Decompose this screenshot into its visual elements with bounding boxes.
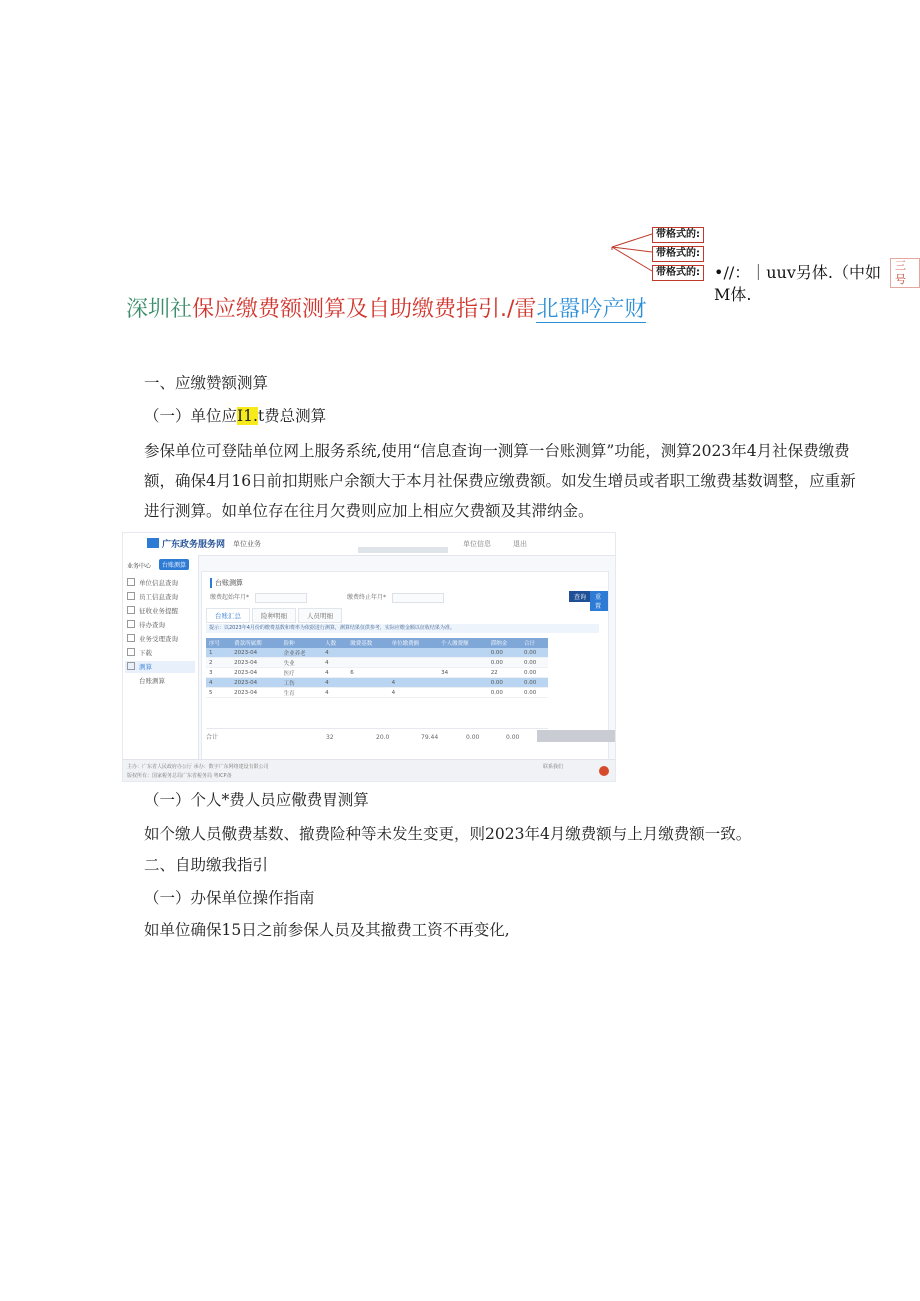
emblem-icon xyxy=(599,766,609,776)
cell: 0.00 xyxy=(488,658,521,668)
date-input[interactable] xyxy=(255,593,307,603)
body-paragraph: 如单位确保15日之前参保人员及其撤费工资不再变化, xyxy=(144,921,510,939)
cell: 4 xyxy=(322,658,347,668)
doc-icon xyxy=(127,620,135,628)
cell: 生育 xyxy=(281,688,322,698)
sidebar-item[interactable] xyxy=(125,647,195,659)
sidebar-item-label: 业务受理查询 xyxy=(139,635,178,643)
cell: 3 xyxy=(206,668,231,678)
table-row[interactable] xyxy=(206,658,548,668)
total-value: 20.0 xyxy=(376,734,390,741)
cell: 4 xyxy=(322,678,347,688)
cell: 0.00 xyxy=(521,688,548,698)
cell: 1 xyxy=(206,648,231,658)
table-row[interactable] xyxy=(206,688,548,698)
sidebar-item-label: 征收业务提醒 xyxy=(139,607,178,615)
cell: 2023-04 xyxy=(231,678,281,688)
cell xyxy=(438,658,488,668)
total-row xyxy=(206,728,548,741)
top-links xyxy=(463,539,549,549)
cell: 4 xyxy=(389,688,439,698)
title-part: 深圳社 xyxy=(126,297,193,322)
cell xyxy=(347,688,388,698)
revision-tag: 三号 xyxy=(890,258,920,288)
doc-icon xyxy=(127,578,135,586)
panel-tabs xyxy=(206,608,344,623)
top-link[interactable]: 退出 xyxy=(513,540,527,548)
cell xyxy=(347,658,388,668)
total-value: 32 xyxy=(326,734,334,741)
cell: 4 xyxy=(322,648,347,658)
table-row[interactable] xyxy=(206,648,548,658)
cell: 0.00 xyxy=(488,648,521,658)
cell: 4 xyxy=(322,688,347,698)
calc-table xyxy=(206,638,548,698)
filter-label: 缴费终止年月* xyxy=(347,594,387,601)
portal-tab[interactable]: 单位业务 xyxy=(233,540,261,548)
cell: 0.00 xyxy=(521,648,548,658)
column-header: 人数 xyxy=(322,638,347,648)
cell: 6 xyxy=(347,668,388,678)
cell: 34 xyxy=(438,668,488,678)
subsection-heading: （一）个人*费人员应儆费胃测算 xyxy=(144,791,369,809)
column-header: 序号 xyxy=(206,638,231,648)
table-row[interactable] xyxy=(206,678,548,688)
format-balloon[interactable]: 带格式的: xyxy=(652,227,704,243)
cell: 工伤 xyxy=(281,678,322,688)
column-header: 滞纳金 xyxy=(488,638,521,648)
cell: 4 xyxy=(389,678,439,688)
filter-start xyxy=(210,592,307,603)
sidebar-item-label: 下载 xyxy=(139,649,152,657)
logo-text: 广东政务服务网 xyxy=(162,540,226,550)
heading-text: （一）单位应 xyxy=(144,407,238,425)
cell: 0.00 xyxy=(521,668,548,678)
sidebar-item-label: 待办查询 xyxy=(139,621,165,629)
scroll-bar[interactable] xyxy=(537,730,615,742)
body-paragraph: 如个缴人员儆费基数、撤费险种等未发生变更，则2023年4月缴费额与上月缴费额一致。 xyxy=(144,825,752,843)
sidebar-item-label: 员工信息查询 xyxy=(139,593,178,601)
column-header: 个人缴费额 xyxy=(438,638,488,648)
total-value: 79.44 xyxy=(421,734,439,741)
cell: 0.00 xyxy=(488,688,521,698)
highlighted-text: I1. xyxy=(237,407,258,425)
doc-icon xyxy=(127,606,135,614)
sidebar-title: 业务中心 xyxy=(127,563,152,570)
table-header-row xyxy=(206,638,548,648)
sidebar-item[interactable] xyxy=(125,661,195,673)
section-heading: 二、自助缴我指引 xyxy=(144,856,269,874)
cell: 4 xyxy=(206,678,231,688)
top-link[interactable]: 单位信息 xyxy=(463,540,491,548)
cell: 2 xyxy=(206,658,231,668)
total-value: 0.00 xyxy=(506,734,520,741)
revision-note xyxy=(714,262,882,306)
sidebar xyxy=(123,555,199,765)
cell: 2023-04 xyxy=(231,668,281,678)
notice-bar: 提示：以2023年4月份的缴费基数和费率为依据进行测算，测算结果仅供参考，实际应缴金额以征收结果为准。 xyxy=(206,624,599,633)
cell: 2023-04 xyxy=(231,688,281,698)
cell xyxy=(389,668,439,678)
cell xyxy=(389,658,439,668)
column-header: 险种 xyxy=(281,638,322,648)
blurred-org-name xyxy=(358,539,448,558)
cell: 5 xyxy=(206,688,231,698)
cell: 2023-04 xyxy=(231,658,281,668)
footer-link[interactable]: 联系我们 xyxy=(543,764,564,770)
cell: 4 xyxy=(322,668,347,678)
subsection-heading xyxy=(144,403,326,429)
sidebar-item[interactable] xyxy=(125,605,195,617)
subsection-heading: （一）办保单位操作指南 xyxy=(144,889,315,907)
query-button[interactable]: 查询 xyxy=(569,591,591,602)
sidebar-item[interactable] xyxy=(125,619,195,631)
cell: 医疗 xyxy=(281,668,322,678)
portal-logo xyxy=(147,537,225,550)
section-heading: 一、应缴赞额测算 xyxy=(144,374,269,392)
cell: 0.00 xyxy=(488,678,521,688)
filter-label: 缴费起始年月* xyxy=(210,594,250,601)
cell xyxy=(438,678,488,688)
column-header: 费款所属期 xyxy=(231,638,281,648)
tab-insurance[interactable]: 险种明细 xyxy=(252,608,296,623)
cell: 失业 xyxy=(281,658,322,668)
sidebar-item-label: 测算 xyxy=(139,663,152,671)
cell xyxy=(347,678,388,688)
footer-line: 主办：广东省人民政府办公厅 承办：数字广东网络建设有限公司 xyxy=(127,764,269,770)
calc-icon xyxy=(127,662,135,670)
sidebar-item[interactable] xyxy=(125,591,195,603)
format-balloon[interactable]: 带格式的: xyxy=(652,265,704,281)
sidebar-button[interactable]: 台账测算 xyxy=(159,559,189,570)
footer-line: 版权所有：国家税务总局广东省税务局 粤ICP备 xyxy=(127,773,232,779)
revision-note-line: M体. xyxy=(714,285,752,304)
download-icon xyxy=(127,648,135,656)
format-balloon[interactable]: 带格式的: xyxy=(652,246,704,262)
sidebar-subitem[interactable] xyxy=(125,675,197,687)
cell xyxy=(347,648,388,658)
cell xyxy=(438,688,488,698)
total-label: 合计 xyxy=(206,734,219,741)
date-input[interactable] xyxy=(392,593,444,603)
table-row[interactable] xyxy=(206,668,548,678)
body-paragraph: 参保单位可登陆单位网上服务系统,使用“信息查询一测算一台账测算”功能，测算2023年4月社保费缴费额，确保4月16日前扣期账户余额大于本月社保费应缴费额。如发生增员或者职工缴费基数调整，应重新进行测算。如单位存在往月欠费则应加上相应欠费额及其滞纳金。 xyxy=(144,442,856,520)
title-inserted-text: 北嚣吟产财 xyxy=(536,297,647,322)
column-header: 合计 xyxy=(521,638,548,648)
cell: 2023-04 xyxy=(231,648,281,658)
portal-footer xyxy=(123,759,615,782)
doc-icon xyxy=(127,592,135,600)
filter-end xyxy=(347,592,444,603)
embedded-screenshot xyxy=(122,532,616,782)
doc-icon xyxy=(127,634,135,642)
tab-people[interactable]: 人员明细 xyxy=(298,608,342,623)
total-value: 0.00 xyxy=(466,734,480,741)
sidebar-item-label: 台账测算 xyxy=(139,677,165,685)
cell: 企业养老 xyxy=(281,648,322,658)
panel-title: 台账测算 xyxy=(210,578,243,588)
cell xyxy=(389,648,439,658)
sidebar-item-label: 单位信息查询 xyxy=(139,579,178,587)
title-part: 保应缴费额测算及自助缴费指引./雷 xyxy=(192,297,537,322)
cell xyxy=(438,648,488,658)
sidebar-item[interactable] xyxy=(125,577,195,589)
document-title xyxy=(126,296,646,324)
revision-note-line: •//：｜uuv另体.（中如 xyxy=(714,263,881,282)
cell: 22 xyxy=(488,668,521,678)
portal-header xyxy=(123,533,615,556)
tab-summary[interactable]: 台账汇总 xyxy=(206,608,250,623)
column-header: 缴费基数 xyxy=(347,638,388,648)
column-header: 单位缴费额 xyxy=(389,638,439,648)
heading-text: t费总测算 xyxy=(257,407,327,425)
logo-icon xyxy=(147,538,159,548)
reset-button[interactable]: 重置 xyxy=(590,591,608,611)
cell: 0.00 xyxy=(521,658,548,668)
sidebar-item[interactable] xyxy=(125,633,195,645)
cell: 0.00 xyxy=(521,678,548,688)
